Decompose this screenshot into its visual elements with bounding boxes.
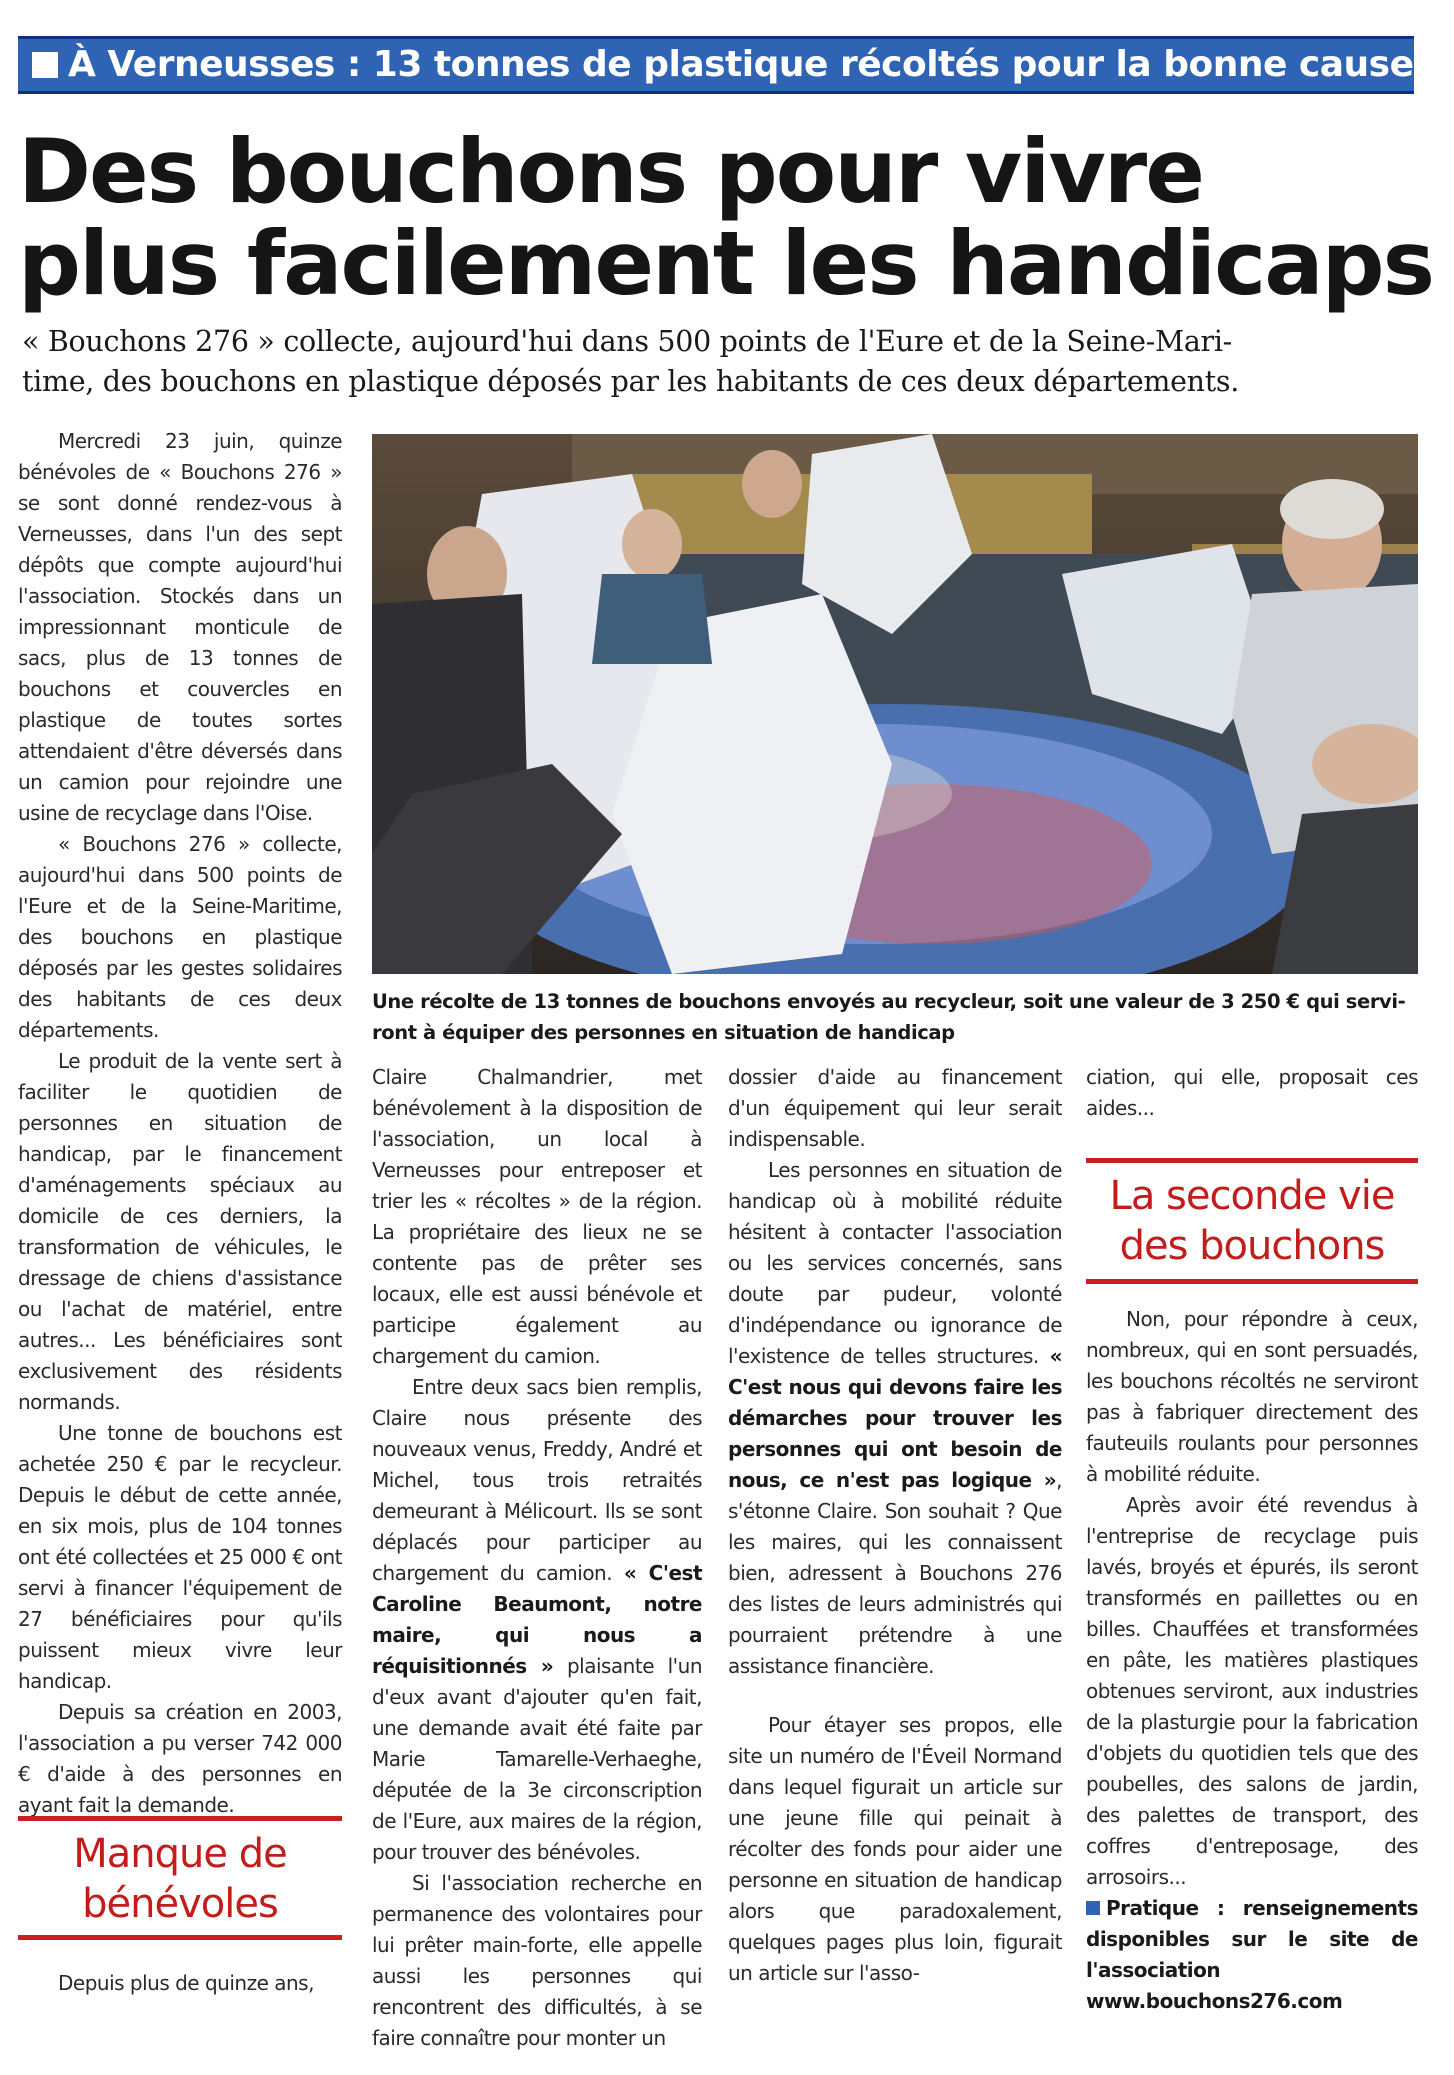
paragraph xyxy=(372,1372,702,1868)
caption-line-1: Une récolte de 13 tonnes de bouchons envoyés au recycleur, soit une valeur de 3 250 € qui servi- xyxy=(372,990,1406,1013)
text-run: , s'étonne Claire. Son souhait ? Que les maires, qui les connaissent bien, adressent à Bouchons 276 des listes de leurs administrés qui pourraient prétendre à une assistance financière. xyxy=(728,1468,1062,1678)
column-3 xyxy=(728,1062,1062,1989)
text-run: Entre deux sacs bien remplis, Claire nous présente des nouveaux venus, Freddy, André et Michel, tous trois retraités demeurant à Mélicourt. Ils se sont déplacés pour participer au chargement du camion. xyxy=(372,1375,702,1585)
subhead-line: La seconde vie xyxy=(1109,1173,1395,1219)
paragraph: Depuis plus de quinze ans, xyxy=(58,1971,314,1995)
paragraph: Après avoir été revendus à l'entreprise de recyclage puis lavés, broyés et épurés, ils seront transformés en paillettes ou en billes. Chauffées et transformées en pâte, les matières plastiques obtenues serviront, aux industries de la plasturgie pour la fabrication d'objets du quotidien tels que des poubelles, des salons de jardin, des palettes de transport, des coffres d'entreposage, des arrosoirs... xyxy=(1086,1493,1418,1889)
subhead-manque-de-benevoles xyxy=(18,1816,342,1940)
paragraph: « Bouchons 276 » collecte, aujourd'hui dans 500 points de l'Eure et de la Seine-Maritime, des bouchons en plastique déposés par les gestes solidaires des habitants de ces deux départements. xyxy=(18,832,342,1042)
pratique-note xyxy=(1086,1893,1418,2017)
text-run: Les personnes en situation de handicap où à mobilité réduite hésitent à contacter l'association ou les services concernés, sans doute par pudeur, volonté d'indépendance ou ignorance de l'existence de telles structures. xyxy=(728,1158,1062,1368)
subhead-la-seconde-vie xyxy=(1086,1158,1418,1284)
quote: « C'est Caroline Beaumont, notre maire, qui nous a réquisitionnés » xyxy=(372,1561,703,1678)
paragraph: Non, pour répondre à ceux, nombreux, qui en sont persuadés, les bouchons récoltés ne serviront pas à fabriquer directement des fauteuils roulants pour personnes à mobilité réduite. xyxy=(1086,1307,1418,1486)
subhead-line: des bouchons xyxy=(1119,1223,1385,1269)
paragraph: Mercredi 23 juin, quinze bénévoles de « Bouchons 276 » se sont donné rendez-vous à Verneusses, dans l'un des sept dépôts que compte aujourd'hui l'association. Stockés dans un impressionnant monticule de sacs, plus de 13 tonnes de bouchons et couvercles en plastique de toutes sortes attendaient d'être déversés dans un camion pour rejoindre une usine de recyclage dans l'Oise. xyxy=(18,429,342,825)
column-4-continued xyxy=(1086,1304,1418,2017)
subhead-line: bénévoles xyxy=(82,1881,278,1927)
headline-line-1: Des bouchons pour vivre xyxy=(18,120,1203,223)
paragraph: dossier d'aide au financement d'un équipement qui leur serait indispensable. xyxy=(728,1065,1062,1151)
standfirst xyxy=(22,322,1432,402)
column-4 xyxy=(1086,1062,1418,1124)
kicker-text: À Verneusses : 13 tonnes de plastique récoltés pour la bonne cause xyxy=(68,44,1414,85)
caption-line-2: ront à équiper des personnes en situation de handicap xyxy=(372,1021,955,1044)
column-2 xyxy=(372,1062,702,2054)
photo-volunteers-emptying-bags xyxy=(372,434,1418,974)
standfirst-line-1: « Bouchons 276 » collecte, aujourd'hui dans 500 points de l'Eure et de la Seine-Mari- xyxy=(22,325,1233,358)
text-run: plaisante l'un d'eux avant d'ajouter qu'en fait, une demande avait été faite par Marie Tamarelle-Verhaeghe, députée de la 3e circonscription de l'Eure, aux maires de la région, pour trouver des bénévoles. xyxy=(372,1654,703,1864)
photo-caption xyxy=(372,986,1418,1048)
paragraph: ciation, qui elle, proposait ces aides... xyxy=(1086,1065,1418,1120)
paragraph: Depuis sa création en 2003, l'association a pu verser 742 000 € d'aide à des personnes en ayant fait la demande. xyxy=(18,1700,342,1817)
subhead-line: Manque de xyxy=(73,1831,287,1877)
column-1 xyxy=(18,426,342,1821)
photo-illustration xyxy=(372,434,1418,974)
square-bullet-icon xyxy=(32,52,58,78)
headline-line-2: plus facilement les handicaps xyxy=(18,212,1434,315)
paragraph xyxy=(728,1155,1062,1682)
paragraph: Le produit de la vente sert à faciliter le quotidien de personnes en situation de handicap, par le financement d'aménagements spéciaux au domicile de ces derniers, la transformation de véhicules, le dressage de chiens d'assistance ou l'achat de matériel, entre autres... Les bénéficiaires sont exclusivement des résidents normands. xyxy=(18,1049,342,1414)
paragraph: Claire Chalmandrier, met bénévolement à la disposition de l'association, un local à Verneusses pour entreposer et trier les « récoltes » de la région. La propriétaire des lieux ne se contente pas de prêter ses locaux, elle est aussi bénévole et participe également au chargement du camion. xyxy=(372,1065,702,1368)
paragraph: Une tonne de bouchons est achetée 250 € par le recycleur. Depuis le début de cette année, en six mois, plus de 104 tonnes ont été collectées et 25 000 € ont servi à financer l'équipement de 27 bénéficiaires pour qu'ils puissent mieux vivre leur handicap. xyxy=(18,1421,342,1693)
quote: « C'est nous qui devons faire les démarches pour trouver les personnes qui ont besoin de nous, ce n'est pas logique » xyxy=(728,1344,1062,1492)
pratique-text: Pratique : renseignements disponibles sur le site de l'association www.bouchons276.com xyxy=(1086,1896,1418,2013)
kicker-banner xyxy=(18,36,1414,94)
standfirst-line-2: time, des bouchons en plastique déposés par les habitants de ces deux départements. xyxy=(22,365,1239,398)
square-bullet-icon xyxy=(1086,1901,1100,1915)
headline xyxy=(18,120,1438,315)
paragraph: Pour étayer ses propos, elle site un numéro de l'Éveil Normand dans lequel figurait un article sur une jeune fille qui peinait à récolter des fonds pour aider une personne en situation de handicap alors que paradoxalement, quelques pages plus loin, figurait un article sur l'asso- xyxy=(728,1713,1062,1985)
paragraph: Si l'association recherche en permanence des volontaires pour lui prêter main-forte, elle appelle aussi les personnes qui rencontrent des difficultés, à se faire connaître pour monter un xyxy=(372,1871,702,2050)
